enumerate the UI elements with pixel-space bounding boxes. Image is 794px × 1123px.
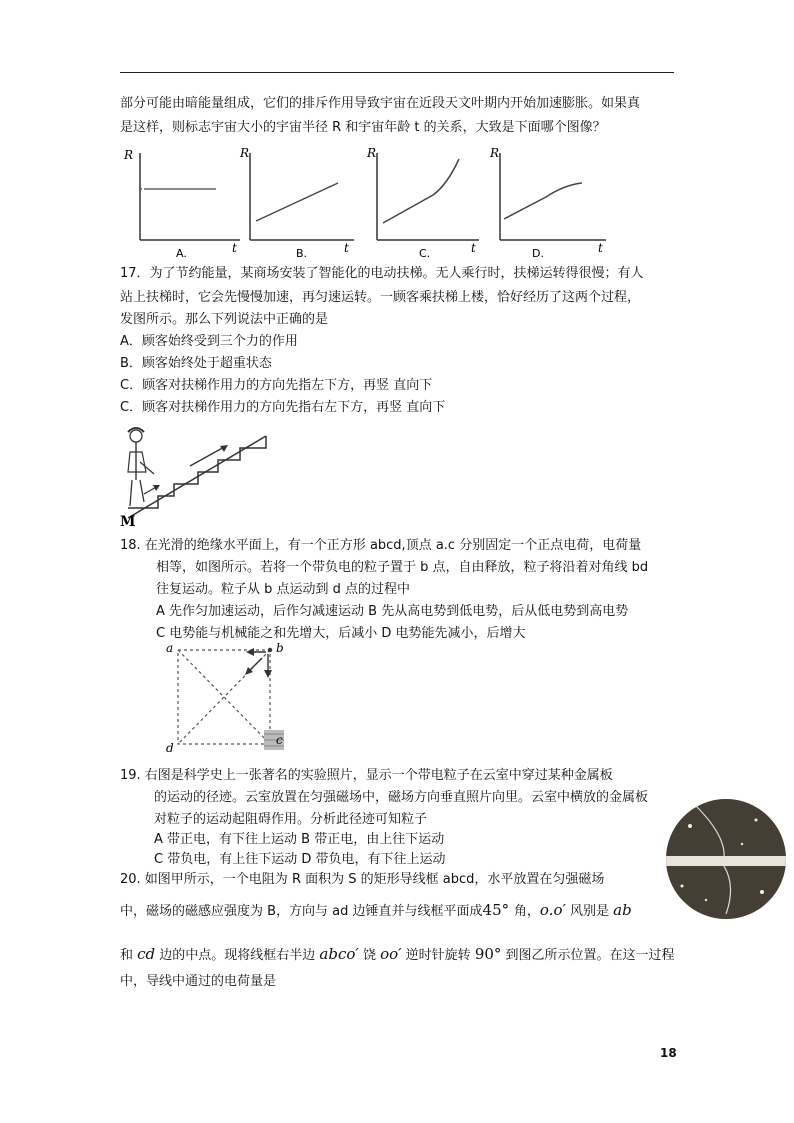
- edge-ab: ab: [613, 901, 632, 919]
- vertex-b-label: b: [276, 641, 284, 655]
- cloud-chamber-photo: [666, 796, 786, 922]
- q17-option-b: B．顾客始终处于超重状态: [120, 356, 272, 371]
- q18-line-1: 18. 在光滑的绝缘水平面上，有一个正方形 abcd,顶点 a.c 分别固定一个正点电荷，电荷量: [120, 538, 642, 553]
- graph-a: [120, 145, 245, 257]
- intro-line-2: 是这样，则标志宇宙大小的宇宙半径 R 和宇宙年龄 t 的关系，大致是下面哪个图像？: [120, 120, 606, 135]
- vertex-c-label: c: [276, 733, 283, 747]
- points-oo: o.o′: [539, 901, 566, 919]
- graph-a-xlabel: t: [232, 241, 237, 255]
- q17-option-a: A．顾客始终受到三个力的作用: [120, 334, 298, 349]
- q18-option-ab: A 先作匀加速运动，后作匀减速运动 B 先从高电势到低电势，后从低电势到高电势: [156, 604, 629, 619]
- half-frame-abco: abco′: [319, 945, 359, 963]
- escalator-figure: [118, 422, 288, 528]
- vertex-d-label: d: [166, 741, 174, 755]
- graph-c-caption: C.: [419, 247, 431, 257]
- q20-line-1: 20. 如图甲所示，一个电阻为 R 面积为 S 的矩形导线框 abcd，水平放置在匀强磁场: [120, 872, 605, 887]
- q17-line-1: 17．为了节约能量，某商场安装了智能化的电动扶梯。无人乘行时，扶梯运转得很慢；有人: [120, 266, 644, 281]
- escalator-label-m: M: [120, 514, 136, 528]
- q17-line-2: 站上扶梯时，它会先慢慢加速，再匀速运转。一顾客乘扶梯上楼，恰好经历了这两个过程，: [120, 290, 641, 305]
- graph-b-ylabel: R: [240, 146, 250, 160]
- q19-line-1: 19. 右图是科学史上一张著名的实验照片，显示一个带电粒子在云室中穿过某种金属板: [120, 768, 613, 783]
- graph-d: [486, 145, 611, 257]
- graph-d-ylabel: R: [490, 146, 500, 160]
- graph-c-xlabel: t: [471, 241, 476, 255]
- graph-c: [363, 145, 488, 257]
- graph-c-ylabel: R: [367, 146, 377, 160]
- intro-line-1: 部分可能由暗能量组成，它们的排斥作用导致宇宙在近段天文叶期内开始加速膨胀。如果真: [120, 96, 641, 111]
- square-abcd-figure: [164, 640, 294, 760]
- q19-option-cd: C 带负电，有上往下运动 D 带负电，有下往上运动: [154, 852, 446, 867]
- angle-45: 45°: [482, 901, 514, 919]
- graph-b-xlabel: t: [344, 241, 349, 255]
- page-number: 18: [660, 1046, 677, 1060]
- graph-a-caption: A.: [176, 247, 187, 257]
- q20-line-3: 和 cd 边的中点。现将线框右半边 abco′ 饶 oo′ 逆时针旋转 90° 到图乙所示位置。在这一过程: [120, 945, 675, 963]
- axis-oo: oo′: [380, 945, 402, 963]
- graph-b-caption: B.: [296, 247, 308, 257]
- graph-b: [236, 145, 361, 257]
- graph-d-caption: D.: [532, 247, 544, 257]
- q18-option-cd: C 电势能与机械能之和先增大，后减小 D 电势能先减小，后增大: [156, 626, 526, 641]
- q19-line-3: 对粒子的运动起阻碍作用。分析此径迹可知粒子: [154, 812, 428, 827]
- angle-90: 90°: [474, 945, 502, 963]
- q19-option-ab: A 带正电，有下往上运动 B 带正电，由上往下运动: [154, 832, 445, 847]
- q17-line-3: 发图所示。那么下列说法中正确的是: [120, 312, 329, 327]
- edge-cd: cd: [137, 945, 156, 963]
- q20-line-4: 中，导线中通过的电荷量是: [120, 974, 277, 989]
- q17-option-d: C．顾客对扶梯作用力的方向先指右左下方，再竖 直向下: [120, 400, 446, 415]
- graph-a-ylabel: R: [124, 148, 134, 162]
- q18-line-2: 相等，如图所示。若将一个带负电的粒子置于 b 点，自由释放，粒子将沿着对角线 bd: [156, 560, 649, 575]
- q18-line-3: 往复运动。粒子从 b 点运动到 d 点的过程中: [156, 582, 411, 597]
- q20-line-2: 中，磁场的磁感应强度为 B，方向与 ad 边锤直并与线框平面成45° 角，o.o′ 风别是 ab: [120, 901, 632, 919]
- graph-d-xlabel: t: [598, 241, 603, 255]
- q17-option-c: C．顾客对扶梯作用力的方向先指左下方，再竖 直向下: [120, 378, 433, 393]
- header-rule: [120, 72, 674, 73]
- q19-line-2: 的运动的径迹。云室放置在匀强磁场中，磁场方向垂直照片向里。云室中横放的金属板: [154, 790, 649, 805]
- vertex-a-label: a: [166, 641, 174, 655]
